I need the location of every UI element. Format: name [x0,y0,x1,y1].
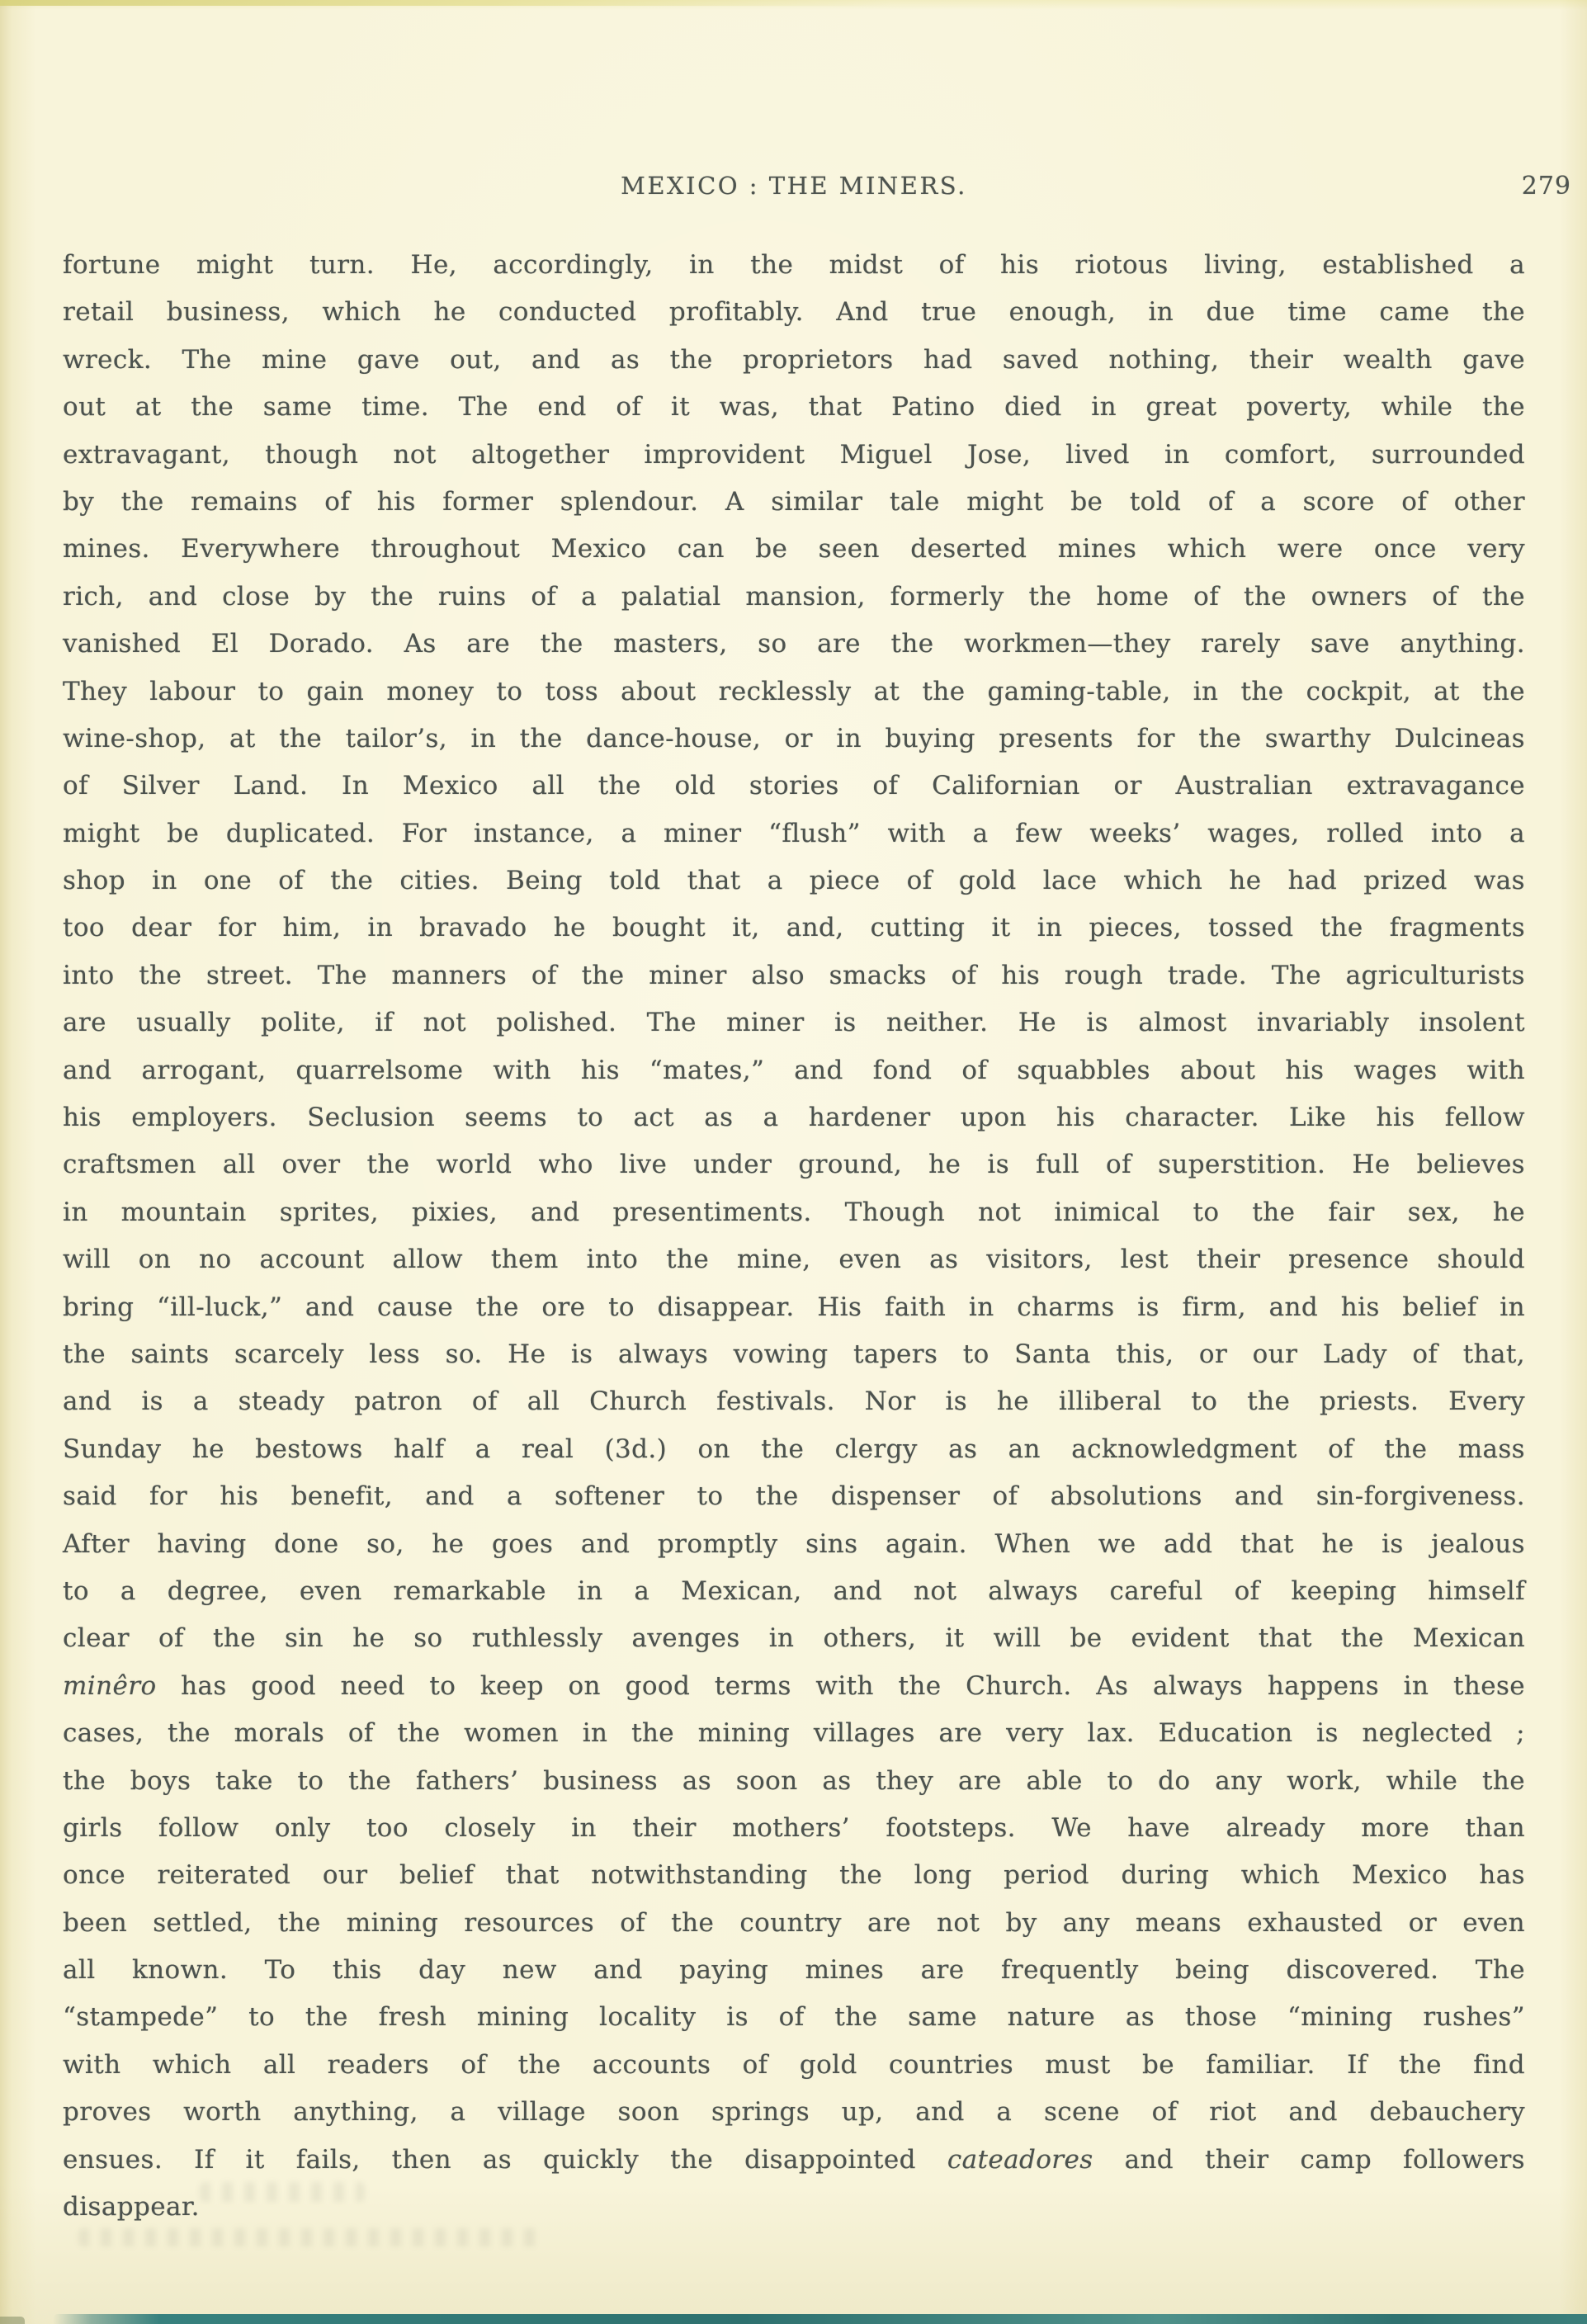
text-line: out at the same time. The end of it was, that Patino died in great poverty, while the [63,392,1525,423]
text-line: shop in one of the cities. Being told that a piece of gold lace which he had prized was [63,866,1525,896]
text-line: of Silver Land. In Mexico all the old stories of Californian or Australian extravagance [63,771,1525,801]
text-line: will on no account allow them into the mine, even as visitors, lest their presence should [63,1245,1525,1275]
show-through-smudge [78,2228,541,2246]
text-line: “stampede” to the fresh mining locality is of the same nature as those “mining rushes” [63,2002,1525,2033]
text-line: mines. Everywhere throughout Mexico can be seen deserted mines which were once very [63,534,1525,564]
text-line: by the remains of his former splendour. A similar tale might be told of a score of other [63,486,1525,517]
text-line: wine-shop, at the tailor’s, in the dance-house, or in buying presents for the swarthy Dulcineas [63,723,1525,753]
text-line: bring “ill-luck,” and cause the ore to disappear. His faith in charms is firm, and his belief in [63,1292,1525,1322]
text-line: the boys take to the fathers’ business as soon as they are able to do any work, while the [63,1765,1525,1796]
text-line: retail business, which he conducted profitably. And true enough, in due time came the [63,297,1525,328]
page-top-edge-tint [0,0,891,6]
text-line: in mountain sprites, pixies, and presentiments. Though not inimical to the fair sex, he [63,1197,1525,1227]
running-header [63,172,1571,210]
text-line: and is a steady patron of all Church festivals. Nor is he illiberal to the priests. Every [63,1386,1525,1417]
text-line: wreck. The mine gave out, and as the proprietors had saved nothing, their wealth gave [63,344,1525,375]
text-line: too dear for him, in bravado he bought it, and, cutting it in pieces, tossed the fragments [63,913,1525,943]
page-number: 279 [1521,172,1571,201]
text-line: might be duplicated. For instance, a miner “flush” with a few weeks’ wages, rolled into a [63,818,1525,848]
text-line: all known. To this day new and paying mines are frequently being discovered. The [63,1955,1525,1986]
text-line: the saints scarcely less so. He is always vowing tapers to Santa this, or our Lady of that, [63,1339,1525,1369]
text-line: are usually polite, if not polished. The miner is neither. He is almost invariably insolent [63,1008,1525,1038]
text-line: with which all readers of the accounts of gold countries must be familiar. If the find [63,2049,1525,2080]
scan-edge-speck [0,2317,25,2324]
text-line: girls follow only too closely in their mothers’ footsteps. We have already more than [63,1812,1525,1843]
text-line: fortune might turn. He, accordingly, in the midst of his riotous living, established a [63,250,1525,280]
text-line: minêro has good need to keep on good terms with the Church. As always happens in these [63,1670,1525,1701]
book-cover-edge-strip [53,2314,1587,2324]
text-line: rich, and close by the ruins of a palatial mansion, formerly the home of the owners of the [63,581,1525,612]
text-line: his employers. Seclusion seems to act as a hardener upon his character. Like his fellow [63,1103,1525,1133]
page-title: MEXICO : THE MINERS. [621,172,967,200]
text-line: After having done so, he goes and promptly sins again. When we add that he is jealous [63,1528,1525,1559]
text-line: cases, the morals of the women in the mining villages are very lax. Education is neglected ; [63,1718,1525,1749]
text-line: said for his benefit, and a softener to the dispenser of absolutions and sin-forgiveness. [63,1481,1525,1512]
text-line: ensues. If it fails, then as quickly the disappointed cateadores and their camp followers [63,2144,1525,2175]
text-line: craftsmen all over the world who live under ground, he is full of superstition. He believes [63,1150,1525,1180]
text-block [63,242,1525,2231]
show-through-smudge [200,2182,365,2202]
text-line: proves worth anything, a village soon springs up, and a scene of riot and debauchery [63,2097,1525,2128]
text-line: They labour to gain money to toss about recklessly at the gaming-table, in the cockpit, at the [63,676,1525,706]
text-line: and arrogant, quarrelsome with his “mates,” and fond of squabbles about his wages with [63,1055,1525,1085]
text-line: Sunday he bestows half a real (3d.) on the clergy as an acknowledgment of the mass [63,1434,1525,1464]
text-line: extravagant, though not altogether improvident Miguel Jose, lived in comfort, surrounded [63,439,1525,470]
text-line: once reiterated our belief that notwithstanding the long period during which Mexico has [63,1860,1525,1891]
text-line: to a degree, even remarkable in a Mexican, and not always careful of keeping himself [63,1575,1525,1606]
text-line: vanished El Dorado. As are the masters, so are the workmen—they rarely save anything. [63,629,1525,659]
text-line: disappear. [63,2192,200,2222]
text-line: been settled, the mining resources of the country are not by any means exhausted or even [63,1907,1525,1938]
text-line: clear of the sin he so ruthlessly avenges in others, it will be evident that the Mexican [63,1623,1525,1654]
text-line: into the street. The manners of the miner also smacks of his rough trade. The agriculturists [63,960,1525,990]
